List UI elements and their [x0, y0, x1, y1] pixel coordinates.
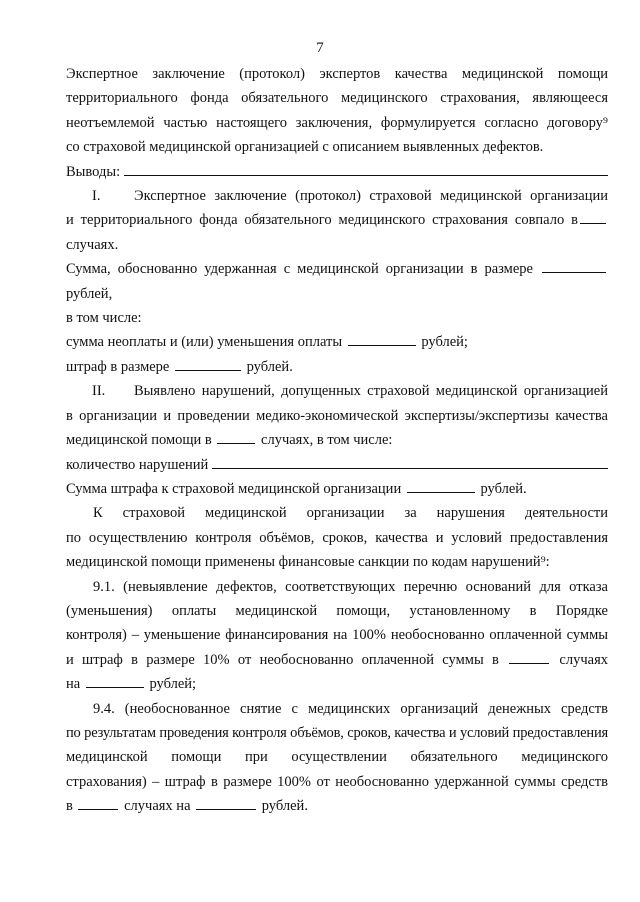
section-2-line-2: в организации и проведении медико-экономической экспертизы/экспертизы качества	[66, 407, 608, 424]
section-1-number: I.	[92, 188, 101, 205]
amount-blank	[542, 271, 606, 273]
code-9-4-line-5: в случаях на рублей.	[66, 798, 308, 815]
cases-blank	[580, 222, 606, 224]
section-2-number: II.	[92, 383, 106, 400]
code-9-4-line-4: страхования) – штраф в размере 100% от необоснованно удержанной суммы средств	[66, 773, 608, 790]
code-9-1-line-5: на рублей;	[66, 676, 197, 693]
smo-fine-blank	[407, 491, 475, 493]
section-2-line-5: Сумма штрафа к страховой медицинской организации рублей.	[66, 480, 527, 497]
sanctions-line-2: по осуществлению контроля объёмов, сроков, качества и условий предоставления	[66, 529, 608, 546]
violations-count-blank	[212, 467, 608, 469]
section-2-line-4: количество нарушений	[66, 453, 608, 477]
code-9-4-amount-blank	[196, 808, 256, 810]
code-9-1-line-4: и штраф в размере 10% от необоснованно оплаченной суммы в случаях	[66, 651, 608, 668]
intro-line-2: территориального фонда обязательного медицинского страхования, являющееся	[66, 90, 608, 107]
intro-line-1: Экспертное заключение (протокол) экспертов качества медицинской помощи	[66, 66, 608, 82]
intro-line-4: со страховой медицинской организацией с описанием выявленных дефектов.	[66, 139, 544, 156]
section-1-line-2: и территориального фонда обязательного медицинского страхования совпало в случаях.	[66, 208, 608, 257]
fine-blank	[175, 369, 241, 371]
conclusions-blank	[124, 174, 608, 176]
section-1-line-6: штраф в размере рублей.	[66, 358, 293, 375]
code-9-4-line-3: медицинской помощи при осуществлении обязательного медицинского	[66, 749, 608, 766]
document-body	[66, 62, 608, 819]
code-9-4-line-1: 9.4. (необоснованное снятие с медицинских организаций денежных средств	[93, 700, 608, 717]
section-1-line-3: Сумма, обоснованно удержанная с медицинской организации в размере рублей,	[66, 257, 608, 306]
sanctions-line-1: К страховой медицинской организации за нарушения деятельности	[93, 505, 608, 522]
code-9-1-line-3: контроля) – уменьшение финансирования на 100% необоснованно оплаченной суммы	[66, 627, 608, 644]
conclusions-label: Выводы:	[66, 163, 121, 180]
page-number: 7	[316, 40, 324, 56]
code-9-4-cases-blank	[78, 808, 118, 810]
intro-line-3: неотъемлемой частью настоящего заключения, формулируется согласно договору⁹	[66, 114, 608, 131]
code-9-1-cases-blank	[509, 662, 549, 664]
nonpayment-blank	[348, 344, 416, 346]
section-1-line-4: в том числе:	[66, 310, 142, 327]
section-2-line-1: II. Выявлено нарушений, допущенных страховой медицинской организацией	[66, 379, 608, 403]
code-9-1-amount-blank	[86, 686, 144, 688]
code-9-1-line-2: (уменьшения) оплаты медицинской помощи, установленному в Порядке	[66, 602, 608, 619]
conclusions-line	[66, 160, 608, 184]
code-9-1-line-1: 9.1. (невыявление дефектов, соответствующих перечню оснований для отказа	[93, 578, 608, 595]
section-1-line-1: I. Экспертное заключение (протокол) страховой медицинской организации	[66, 184, 608, 208]
section-2-line-3: медицинской помощи в случаях, в том числе:	[66, 432, 393, 449]
sanctions-line-3: медицинской помощи применены финансовые санкции по кодам нарушений⁹:	[66, 554, 550, 571]
code-9-4-line-2: по результатам проведения контроля объёмов, сроков, качества и условий предоставления	[66, 724, 608, 741]
section-1-line-5: сумма неоплаты и (или) уменьшения оплаты рублей;	[66, 334, 468, 351]
violations-cases-blank	[217, 442, 255, 444]
